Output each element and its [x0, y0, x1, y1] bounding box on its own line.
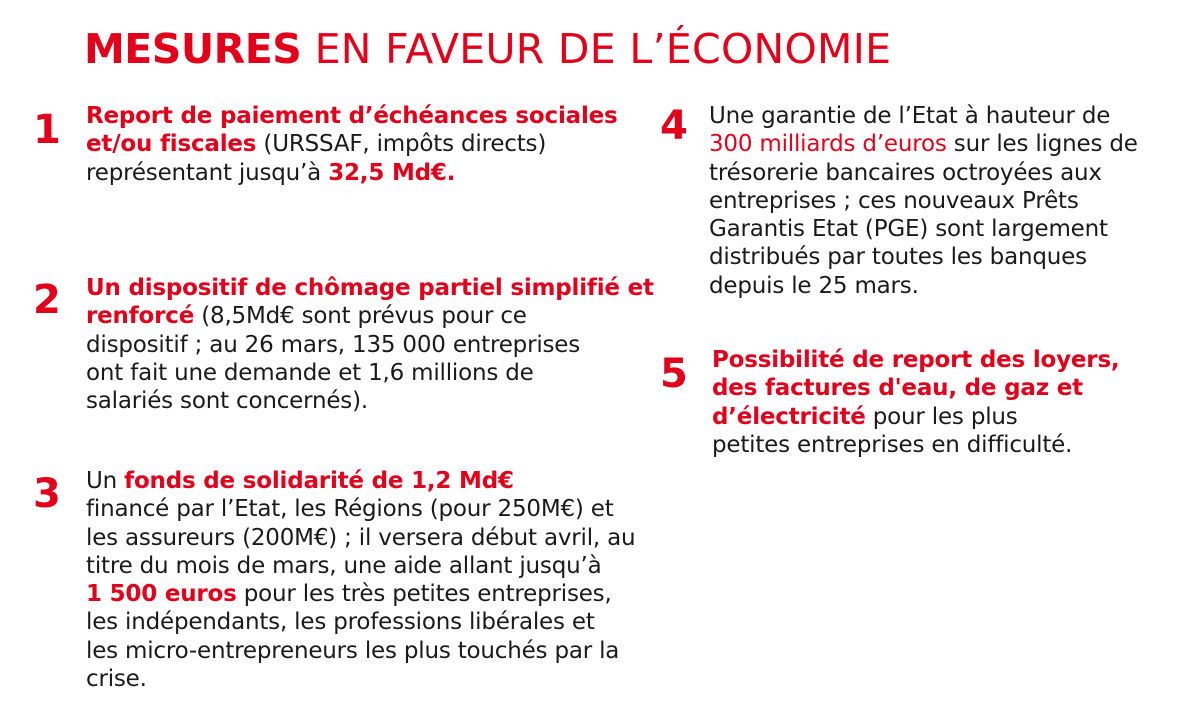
highlight: 1 500 euros [86, 581, 237, 608]
body-text: pour les plus [872, 403, 1018, 430]
body-text: trésorerie bancaires octroyées aux [709, 159, 1102, 186]
body-text: crise. [86, 666, 147, 693]
measure-number: 1 [33, 107, 61, 153]
body-text: entreprises ; ces nouveaux Prêts [709, 187, 1079, 214]
body-text: (8,5Md€ sont prévus pour ce [201, 303, 527, 330]
title-bold: MESURES [84, 25, 302, 73]
measure-number: 2 [33, 277, 61, 323]
body-text: représentant jusqu’à [86, 159, 322, 186]
measure-number: 5 [660, 351, 688, 397]
measure-text [86, 274, 666, 415]
body-text: petites entreprises en difficulté. [712, 431, 1073, 458]
body-text: les assureurs (200M€) ; il versera début avril, au [86, 524, 636, 551]
highlight: Report de paiement d’échéances sociales [86, 103, 618, 129]
measure-number: 4 [660, 103, 688, 149]
body-text: les micro-entrepreneurs les plus touchés par la [86, 637, 620, 664]
highlight: des factures d'eau, de gaz et [712, 375, 1083, 402]
body-text: titre du mois de mars, une aide allant jusqu’à [86, 552, 602, 579]
body-text: depuis le 25 mars. [709, 272, 919, 299]
highlight: Un dispositif de chômage partiel simplifié et [86, 275, 654, 301]
body-text: Une garantie de l’Etat à hauteur de [709, 103, 1111, 129]
measure-text [86, 102, 646, 187]
highlight: fonds de solidarité de 1,2 Md€ [124, 468, 514, 494]
highlight: renforcé [86, 303, 195, 330]
body-text: ont fait une demande et 1,6 millions de [86, 359, 534, 386]
highlight: Possibilité de report des loyers, [712, 347, 1120, 373]
measure-number: 3 [33, 471, 61, 517]
body-text: (URSSAF, impôts directs) [263, 131, 547, 158]
highlight: 32,5 Md€. [328, 159, 456, 186]
body-text: financé par l’Etat, les Régions (pour 250M€) et [86, 496, 614, 523]
highlight: d’électricité [712, 403, 866, 430]
body-text: pour les très petites entreprises, [243, 581, 612, 608]
measure-text [709, 102, 1179, 300]
body-text: distribués par toutes les banques [709, 244, 1087, 271]
body-text: dispositif ; au 26 mars, 135 000 entreprises [86, 331, 581, 358]
body-text: sur les lignes de [953, 131, 1138, 158]
body-text: Garantis Etat (PGE) sont largement [709, 216, 1108, 243]
body-text: salariés sont concernés). [86, 388, 368, 415]
body-text: les indépendants, les professions libérales et [86, 609, 595, 636]
highlight: 300 milliards d’euros [709, 131, 947, 158]
title-light: EN FAVEUR DE L’ÉCONOMIE [314, 25, 892, 73]
measure-text [712, 346, 1172, 459]
measure-text [86, 467, 686, 693]
highlight: et/ou fiscales [86, 131, 257, 158]
page-title [84, 24, 891, 74]
body-text: Un [86, 468, 118, 494]
